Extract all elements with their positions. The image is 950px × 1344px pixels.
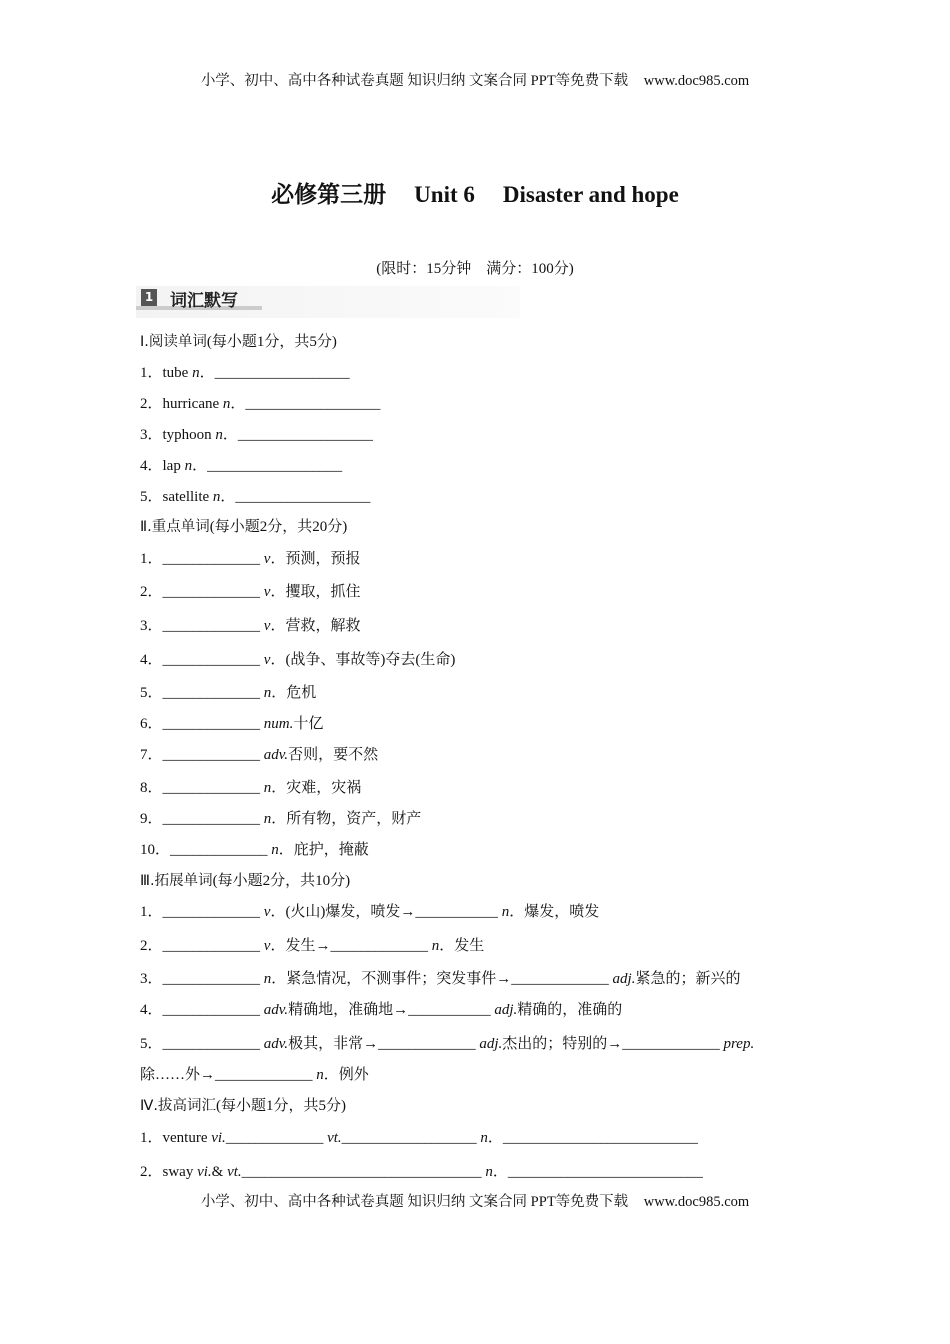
exercise-item <box>140 807 421 828</box>
part-of-speech: n <box>501 904 510 920</box>
exercise-item <box>140 1126 698 1147</box>
item-text: 十亿 <box>293 716 324 732</box>
item-text: ．攫取，抓住 <box>270 584 361 600</box>
item-text[interactable]: 精确地，准确地→___________ <box>288 1002 495 1018</box>
badge-number: 1 <box>141 289 157 306</box>
item-text[interactable]: ．__________________________ <box>487 1130 698 1146</box>
part-of-speech: n <box>192 365 200 381</box>
part-of-speech: n <box>212 489 221 505</box>
part-of-speech: n <box>263 685 272 701</box>
item-text[interactable]: ．__________________ <box>220 489 371 505</box>
part-of-speech: n <box>263 811 272 827</box>
exercise-item <box>140 838 369 859</box>
exercise-item <box>140 998 622 1019</box>
item-text: & <box>211 1164 228 1180</box>
item-text[interactable]: 杰出的；特别的→_____________ <box>502 1036 724 1052</box>
section-title: Ⅲ.拓展单词 <box>140 873 213 889</box>
item-text: 3．typhoon <box>140 427 216 443</box>
exercise-item <box>140 1160 703 1181</box>
item-text: ．危机 <box>271 685 317 701</box>
part-of-speech: adj. <box>494 1002 518 1018</box>
part-of-speech: vi. <box>197 1164 212 1180</box>
part-of-speech: num. <box>263 716 294 732</box>
part-of-speech: adv. <box>263 1002 289 1018</box>
item-text: 紧急的；新兴的 <box>635 971 741 987</box>
item-text: 4．lap <box>140 458 185 474</box>
part-of-speech: v <box>263 904 271 920</box>
section-heading <box>140 515 347 536</box>
item-text[interactable]: 极其，非常→_____________ <box>288 1036 480 1052</box>
exercise-item <box>140 485 370 506</box>
item-text: (每小题2分，共20分) <box>209 519 348 535</box>
title-name: Disaster and hope <box>502 182 679 207</box>
item-text[interactable]: 9．_____________ <box>140 811 264 827</box>
part-of-speech: v <box>263 938 271 954</box>
exercise-item <box>140 967 740 988</box>
item-text[interactable]: 2．_____________ <box>140 938 264 954</box>
item-text: (每小题1分，共5分) <box>206 334 337 350</box>
item-text: 5．satellite <box>140 489 213 505</box>
part-of-speech: n <box>271 842 279 858</box>
part-of-speech: v <box>263 584 271 600</box>
section-title: Ⅳ.拔高词汇 <box>140 1098 216 1114</box>
item-text[interactable]: 3．_____________ <box>140 618 264 634</box>
part-of-speech: vi. <box>211 1130 226 1146</box>
part-of-speech: n <box>263 780 272 796</box>
page-footer <box>0 1190 950 1211</box>
section-heading <box>140 1094 346 1115</box>
item-text[interactable]: ．(火山)爆发，喷发→___________ <box>270 904 502 920</box>
item-text: ．所有物，资产，财产 <box>271 811 422 827</box>
exercise-item <box>140 712 323 733</box>
time-limit: (限时：15分钟 满分：100分) <box>376 261 574 277</box>
item-text[interactable]: 4．_____________ <box>140 652 264 668</box>
item-text: 精确的，准确的 <box>517 1002 623 1018</box>
item-text[interactable]: 6．_____________ <box>140 716 264 732</box>
exercise-item <box>140 648 455 669</box>
item-text: (每小题2分，共10分) <box>212 873 351 889</box>
item-text: 2．sway <box>140 1164 198 1180</box>
item-text[interactable]: 除……外→_____________ <box>140 1067 317 1083</box>
item-text[interactable]: ．__________________ <box>222 427 373 443</box>
item-text: 1．tube <box>140 365 193 381</box>
exercise-item <box>140 423 373 444</box>
item-text: (每小题1分，共5分) <box>216 1098 346 1114</box>
part-of-speech: adj. <box>479 1036 503 1052</box>
exercise-item <box>140 614 360 635</box>
part-of-speech: v <box>263 618 271 634</box>
part-of-speech: v <box>263 551 271 567</box>
item-text[interactable]: __________________ <box>341 1130 481 1146</box>
item-text: ．发生 <box>439 938 485 954</box>
part-of-speech: n <box>263 971 272 987</box>
exercise-item <box>140 454 342 475</box>
item-text[interactable]: 8．_____________ <box>140 780 264 796</box>
section-title: Ⅰ.阅读单词 <box>140 334 207 350</box>
item-text[interactable]: ．紧急情况，不测事件；突发事件→_____________ <box>271 971 613 987</box>
part-of-speech: vt. <box>327 1130 342 1146</box>
title-book: 必修第三册 <box>271 182 387 207</box>
item-text[interactable]: 1．_____________ <box>140 551 264 567</box>
item-text: ．例外 <box>323 1067 369 1083</box>
item-text[interactable]: 7．_____________ <box>140 747 264 763</box>
exercise-item <box>140 1063 369 1084</box>
part-of-speech: n <box>184 458 193 474</box>
title-unit: Unit 6 <box>414 182 475 207</box>
item-text[interactable]: ．__________________ <box>199 365 350 381</box>
item-text[interactable]: ．__________________________ <box>492 1164 703 1180</box>
item-text[interactable]: 1．_____________ <box>140 904 264 920</box>
exercise-item <box>140 361 350 382</box>
exercise-item <box>140 776 361 797</box>
item-text[interactable]: _____________ <box>225 1130 328 1146</box>
header-text: 小学、初中、高中各种试卷真题 知识归纳 文案合同 PPT等免费下载 <box>200 73 629 89</box>
part-of-speech: n <box>316 1067 324 1083</box>
section-heading <box>140 869 350 890</box>
section-badge <box>136 286 520 318</box>
page-header <box>0 69 950 90</box>
page-title <box>0 176 950 209</box>
item-text[interactable]: 5．_____________ <box>140 1036 264 1052</box>
item-text: ．庇护，掩蔽 <box>278 842 369 858</box>
item-text[interactable]: ________________________________ <box>241 1164 486 1180</box>
item-text[interactable]: 2．_____________ <box>140 584 264 600</box>
item-text[interactable]: ．发生→_____________ <box>270 938 432 954</box>
part-of-speech: n <box>431 938 440 954</box>
exercise-item <box>140 900 599 921</box>
part-of-speech: n <box>485 1164 493 1180</box>
part-of-speech: vt. <box>227 1164 242 1180</box>
exercise-item <box>140 580 360 601</box>
item-text: 1．venture <box>140 1130 212 1146</box>
exercise-item <box>140 681 316 702</box>
exercise-item <box>140 743 378 764</box>
item-text[interactable]: ．__________________ <box>192 458 343 474</box>
part-of-speech: prep. <box>723 1036 755 1052</box>
item-text[interactable]: ．__________________ <box>230 396 381 412</box>
part-of-speech: n <box>215 427 223 443</box>
header-url[interactable]: www.doc985.com <box>643 73 750 89</box>
item-text: ．爆发，喷发 <box>509 904 600 920</box>
exercise-item <box>140 934 484 955</box>
footer-url[interactable]: www.doc985.com <box>643 1194 750 1210</box>
part-of-speech: adv. <box>263 747 289 763</box>
item-text[interactable]: 3．_____________ <box>140 971 264 987</box>
exercise-item <box>140 1032 754 1053</box>
exercise-item <box>140 392 380 413</box>
footer-text: 小学、初中、高中各种试卷真题 知识归纳 文案合同 PPT等免费下载 <box>200 1194 629 1210</box>
section-heading <box>140 330 337 351</box>
part-of-speech: adj. <box>612 971 636 987</box>
item-text[interactable]: 4．_____________ <box>140 1002 264 1018</box>
item-text: ．预测，预报 <box>270 551 361 567</box>
exercise-item <box>140 547 360 568</box>
item-text: 否则，要不然 <box>288 747 379 763</box>
item-text: ．营救，解救 <box>270 618 361 634</box>
part-of-speech: n <box>222 396 231 412</box>
section-title: Ⅱ.重点单词 <box>140 519 210 535</box>
part-of-speech: n <box>480 1130 488 1146</box>
item-text: 2．hurricane <box>140 396 223 412</box>
item-text[interactable]: 10．_____________ <box>140 842 272 858</box>
item-text: ．(战争、事故等)夺去(生命) <box>270 652 456 668</box>
badge-label: 词汇默写 <box>170 291 238 311</box>
item-text: ．灾难，灾祸 <box>271 780 362 796</box>
part-of-speech: adv. <box>263 1036 289 1052</box>
part-of-speech: v <box>263 652 271 668</box>
item-text[interactable]: 5．_____________ <box>140 685 264 701</box>
